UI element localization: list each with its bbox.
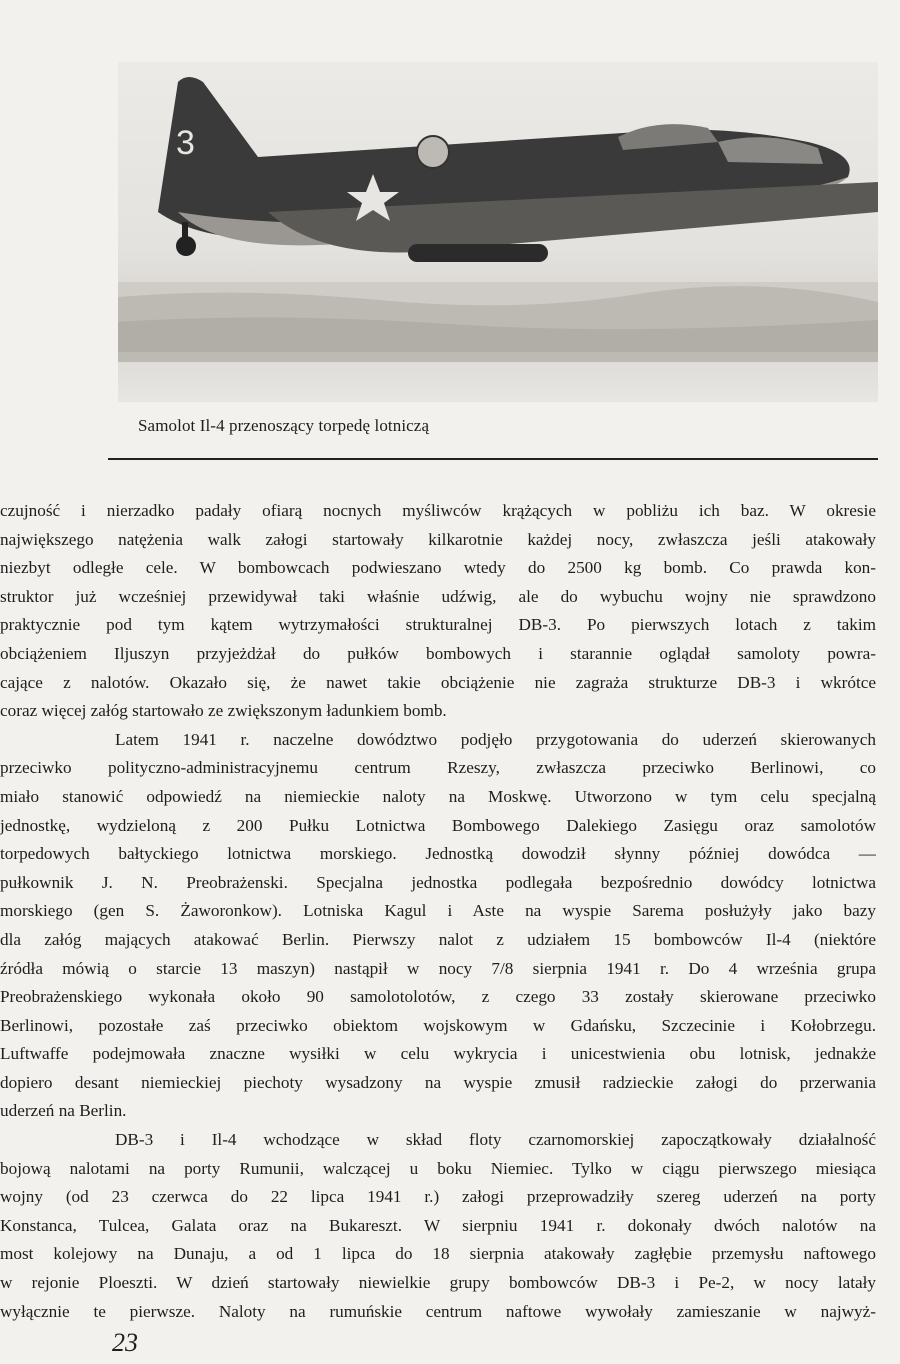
body-line: Berlinowi, pozostałe zaś przeciwko obiektom wojskowym w Gdańsku, Szczecinie i Kołobrzegu.: [0, 1015, 876, 1035]
body-line: pułkownik J. N. Preobrażenski. Specjalna jednostka podlegała bezpośrednio dowódcy lotnictwa: [0, 872, 876, 892]
body-line: Preobrażenskiego wykonała około 90 samolotolotów, z czego 33 zostały skierowane przeciwko: [0, 987, 876, 1007]
body-text: [0, 497, 876, 1326]
body-line: dla załóg mających atakować Berlin. Pierwszy nalot z udziałem 15 bombowców Il-4 (niektóre: [0, 929, 876, 949]
tail-number: 3: [176, 124, 195, 162]
body-line: źródła mówią o starcie 13 maszyn) nastąpił w nocy 7/8 sierpnia 1941 r. Do 4 września grupa: [0, 958, 876, 978]
body-line: cające z nalotów. Okazało się, że nawet takie obciążenie nie zagraża strukturze DB-3 i wkrótce: [0, 672, 876, 692]
body-line: wyłącznie te pierwsze. Naloty na rumuńskie centrum naftowe wywołały zamieszanie w najwyż-: [0, 1301, 876, 1321]
body-line: coraz więcej załóg startowało ze zwiększonym ładunkiem bomb.: [0, 701, 447, 721]
body-line: dopiero desant niemieckiej piechoty wysadzony na wyspie zmusił radzieckie załogi do przerwania: [0, 1072, 876, 1092]
body-line: w rejonie Ploeszti. W dzień startowały niewielkie grupy bombowców DB-3 i Pe-2, w nocy latały: [0, 1273, 876, 1293]
caption-divider: [108, 458, 878, 460]
body-line: największego natężenia walk załogi startowały kilkarotnie każdej nocy, zwłaszcza jeśli atakowały: [0, 529, 876, 549]
body-line: praktycznie pod tym kątem wytrzymałości strukturalnej DB-3. Po pierwszych lotach z takim: [0, 615, 876, 635]
body-line: Luftwaffe podejmowała znaczne wysiłki w celu wykrycia i unicestwienia obu lotnisk, jednakże: [0, 1044, 876, 1064]
figure-caption: Samolot Il-4 przenoszący torpedę lotniczą: [138, 416, 430, 435]
body-line: most kolejowy na Dunaju, a od 1 lipca do 18 sierpnia atakowały zagłębie przemysłu naftowego: [0, 1244, 876, 1264]
body-line: miało stanowić odpowiedź na niemieckie naloty na Moskwę. Utworzono w tym celu specjalną: [0, 786, 876, 806]
body-line: niezbyt odległe cele. W bombowcach podwieszano wtedy do 2500 kg bomb. Co prawda kon-: [0, 558, 876, 578]
body-line: Konstanca, Tulcea, Galata oraz na Bukareszt. W sierpniu 1941 r. dokonały dwóch nalotów na: [0, 1215, 876, 1235]
body-line: morskiego (gen S. Żaworonkow). Lotniska Kagul i Aste na wyspie Sarema posłużyły jako bazy: [0, 901, 876, 921]
body-line: przeciwko polityczno-administracyjnemu centrum Rzeszy, zwłaszcza przeciwko Berlinowi, co: [0, 758, 876, 778]
body-line: torpedowych bałtyckiego lotnictwa morskiego. Jednostką dowodził słynny później dowódca —: [0, 844, 876, 864]
body-line: Latem 1941 r. naczelne dowództwo podjęło przygotowania do uderzeń skierowanych: [115, 729, 876, 749]
bomber-aircraft-icon: [118, 62, 878, 402]
body-line: uderzeń na Berlin.: [0, 1101, 127, 1121]
body-line: czujność i nierzadko padały ofiarą nocnych myśliwców krążących w pobliżu ich baz. W okresie: [0, 501, 876, 520]
body-line: wojny (od 23 czerwca do 22 lipca 1941 r.) załogi przeprowadziły szereg uderzeń na porty: [0, 1187, 876, 1207]
aircraft-photo: [118, 62, 878, 402]
body-line: jednostkę, wydzieloną z 200 Pułku Lotnictwa Bombowego Dalekiego Zasięgu oraz samolotów: [0, 815, 876, 835]
body-line: bojową nalotami na porty Rumunii, walczącej u boku Niemiec. Tylko w ciągu pierwszego miesiąca: [0, 1158, 876, 1178]
body-line: obciążeniem Iljuszyn przyjeżdżał do pułków bombowych i starannie oglądał samoloty powra-: [0, 643, 876, 663]
body-line: struktor już wcześniej przewidywał taki właśnie udźwig, ale do wybuchu wojny nie sprawdzono: [0, 586, 876, 606]
page-number: 23: [112, 1328, 138, 1357]
body-line: DB-3 i Il-4 wchodzące w skład floty czarnomorskiej zapoczątkowały działalność: [115, 1130, 876, 1150]
